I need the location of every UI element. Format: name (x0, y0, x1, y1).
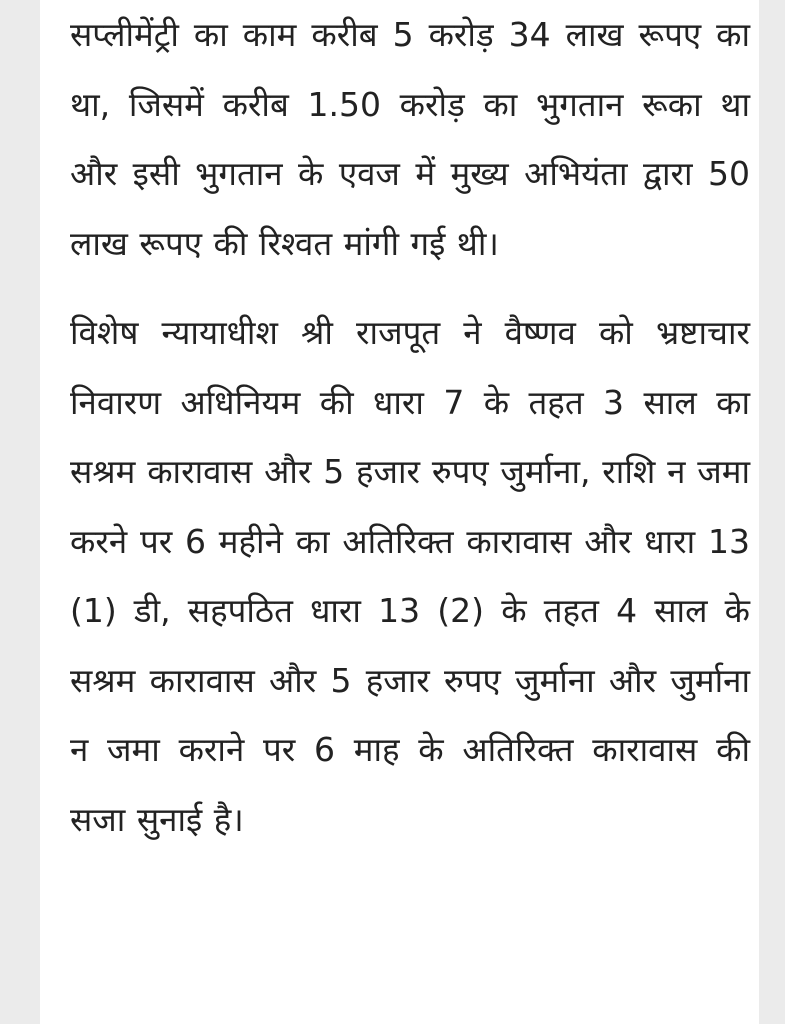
paragraph-supplementary-work: सप्लीमेंट्री का काम करीब 5 करोड़ 34 लाख रूपए का था, जिसमें करीब 1.50 करोड़ का भुगतान रूका था और इसी भुगतान के एवज में मुख्य अभियंता द्वारा 50 लाख रूपए की रिश्वत मांगी गई थी। (70, 15, 750, 263)
right-gutter (759, 0, 785, 1024)
article-body (70, 0, 750, 854)
left-gutter (0, 0, 40, 1024)
paragraph-court-sentence: विशेष न्यायाधीश श्री राजपूत ने वैष्णव को भ्रष्टाचार निवारण अधिनियम की धारा 7 के तहत 3 साल का सश्रम कारावास और 5 हजार रुपए जुर्माना, राशि न जमा करने पर 6 महीने का अतिरिक्त कारावास और धारा 13 (1) डी, सहपठित धारा 13 (2) के तहत 4 साल के सश्रम कारावास और 5 हजार रुपए जुर्माना और जुर्माना न जमा कराने पर 6 माह के अतिरिक्त कारावास की सजा सुनाई है। (70, 313, 750, 839)
